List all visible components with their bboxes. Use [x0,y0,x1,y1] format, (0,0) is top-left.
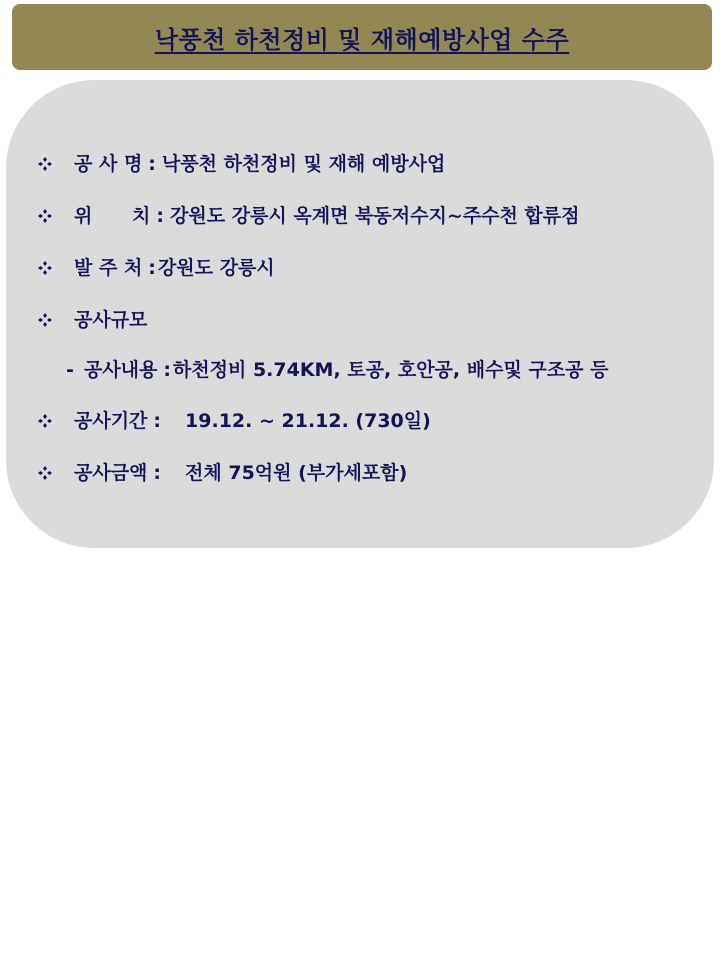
item-label: 공사금액 [74,462,148,484]
four-diamond-bullet-icon [38,466,52,480]
four-diamond-bullet-icon [38,313,52,327]
item-label: 공사내용 [83,359,158,381]
item-value: 강원도 강릉시 옥계면 북동저수지~주수천 합류점 [170,205,580,227]
four-diamond-bullet-icon [38,157,52,171]
item-label: 공사기간 [74,410,148,432]
item-value: 강원도 강릉시 [157,257,275,279]
item-label: 공사규모 [74,309,148,331]
four-diamond-bullet-icon [38,261,52,275]
list-item-scope [66,358,608,382]
item-value: 하천정비 5.74KM, 토공, 호안공, 배수및 구조공 등 [172,359,609,381]
item-separator: : [153,410,162,432]
item-separator: : [163,359,171,381]
page-title: 낙풍천 하천정비 및 재해예방사업 수주 [154,25,570,54]
four-diamond-bullet-icon [38,414,52,428]
list-item-scale [38,308,147,332]
list-item-period [38,409,431,433]
item-separator: : [153,462,162,484]
item-value: 낙풍천 하천정비 및 재해 예방사업 [161,153,446,175]
item-separator: : [148,153,156,175]
list-item-client [38,256,275,280]
item-label: 공 사 명 [74,153,143,175]
list-item-location [38,204,579,228]
item-value: 전체 75억원 (부가세포함) [185,462,408,484]
item-label: 발 주 처 [74,257,143,279]
item-separator: : [156,205,165,227]
list-item-project-name [38,152,445,176]
item-separator: : [148,257,156,279]
dash-marker: - [66,359,74,381]
title-bar [12,4,712,70]
four-diamond-bullet-icon [38,209,52,223]
item-label: 위 치 [74,205,151,227]
item-value: 19.12. ~ 21.12. (730일) [185,410,431,432]
list-item-amount [38,461,407,485]
